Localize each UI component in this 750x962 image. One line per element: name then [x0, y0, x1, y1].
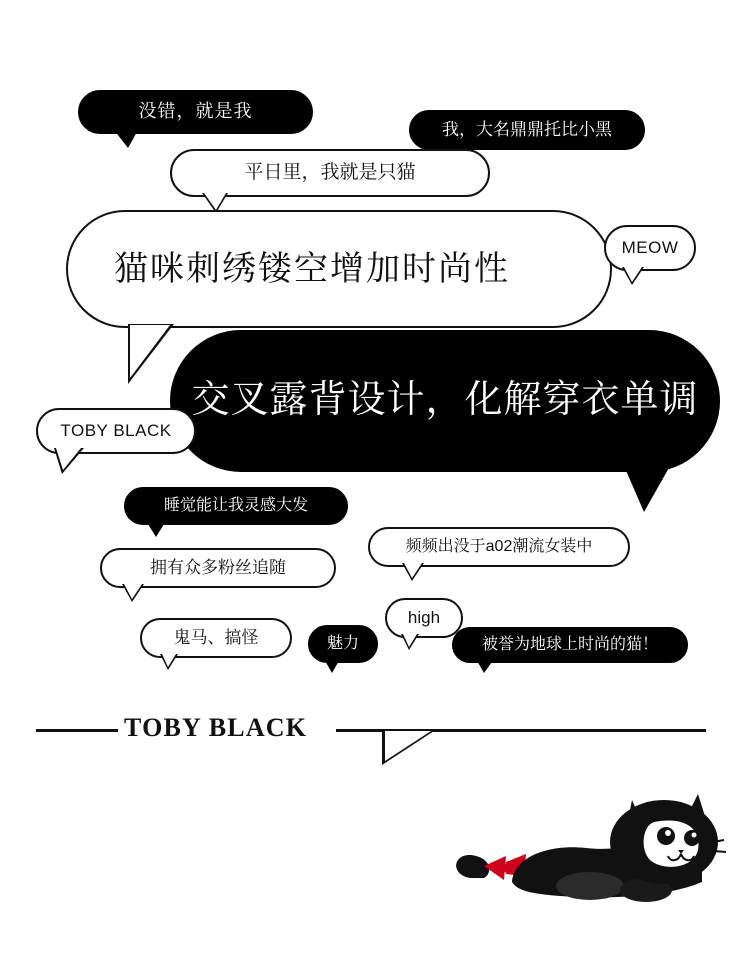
bubble-tail-inner [404, 563, 422, 578]
speech-bubble-often-text: 频频出没于a02潮流女装中 [405, 538, 593, 556]
brand-name: TOBY BLACK [124, 713, 308, 742]
speech-bubble-high-text: high [407, 607, 441, 627]
bubble-tail [476, 659, 494, 673]
speech-bubble-headline [66, 210, 612, 328]
bubble-tail [114, 130, 138, 148]
bubble-tail-inner [204, 193, 226, 210]
speech-bubble-weird-text: 鬼马、搞怪 [173, 627, 259, 647]
speech-bubble-weird [140, 618, 292, 658]
lying-black-cat-illustration [440, 770, 730, 930]
speech-bubble-subheadline-text: 交叉露背设计，化解穿衣单调 [191, 379, 699, 422]
speech-bubble-charm [308, 625, 378, 663]
speech-bubble-name-text: 我，大名鼎鼎托比小黑 [442, 119, 612, 139]
speech-bubble-charm-text: 魅力 [326, 635, 359, 653]
bubble-tail-inner [162, 654, 176, 667]
speech-bubble-high [385, 598, 463, 638]
bubble-tail-inner [124, 584, 142, 599]
speech-bubble-sleep [124, 487, 348, 525]
speech-bubble-earth-text: 被誉为地球上时尚的猫！ [481, 636, 658, 654]
speech-bubble-fans-text: 拥有众多粉丝追随 [150, 557, 286, 577]
speech-bubble-name [409, 110, 645, 150]
speech-bubble-earth [452, 627, 688, 663]
speech-bubble-fans [100, 548, 336, 588]
bubble-tail-inner [130, 325, 170, 378]
bubble-tail [324, 659, 340, 673]
speech-bubble-often [368, 527, 630, 567]
speech-bubble-toby-black [36, 408, 196, 454]
speech-bubble-headline-text: 猫咪刺绣镂空增加时尚性 [114, 249, 510, 288]
brand-band-notch-inner [385, 731, 431, 761]
bubble-tail-inner [403, 634, 417, 647]
bubble-tail [624, 466, 670, 512]
brand-rule-left [36, 729, 118, 732]
speech-bubble-daily [170, 149, 490, 197]
speech-bubble-daily-text: 平日里，我就是只猫 [244, 161, 416, 183]
bubble-tail-inner [56, 448, 81, 470]
speech-bubble-right [78, 90, 313, 134]
speech-bubble-sleep-text: 睡觉能让我灵感大发 [163, 497, 308, 515]
speech-bubble-meow-text: MEOW [621, 237, 679, 257]
speech-bubble-meow [604, 225, 696, 271]
speech-bubble-subheadline [170, 330, 720, 472]
bubble-tail [146, 521, 166, 537]
speech-bubble-toby-black-text: TOBY BLACK [60, 420, 172, 440]
speech-bubble-right-text: 没错，就是我 [138, 101, 253, 122]
bubble-tail-inner [624, 267, 642, 282]
brand-band [0, 700, 750, 770]
